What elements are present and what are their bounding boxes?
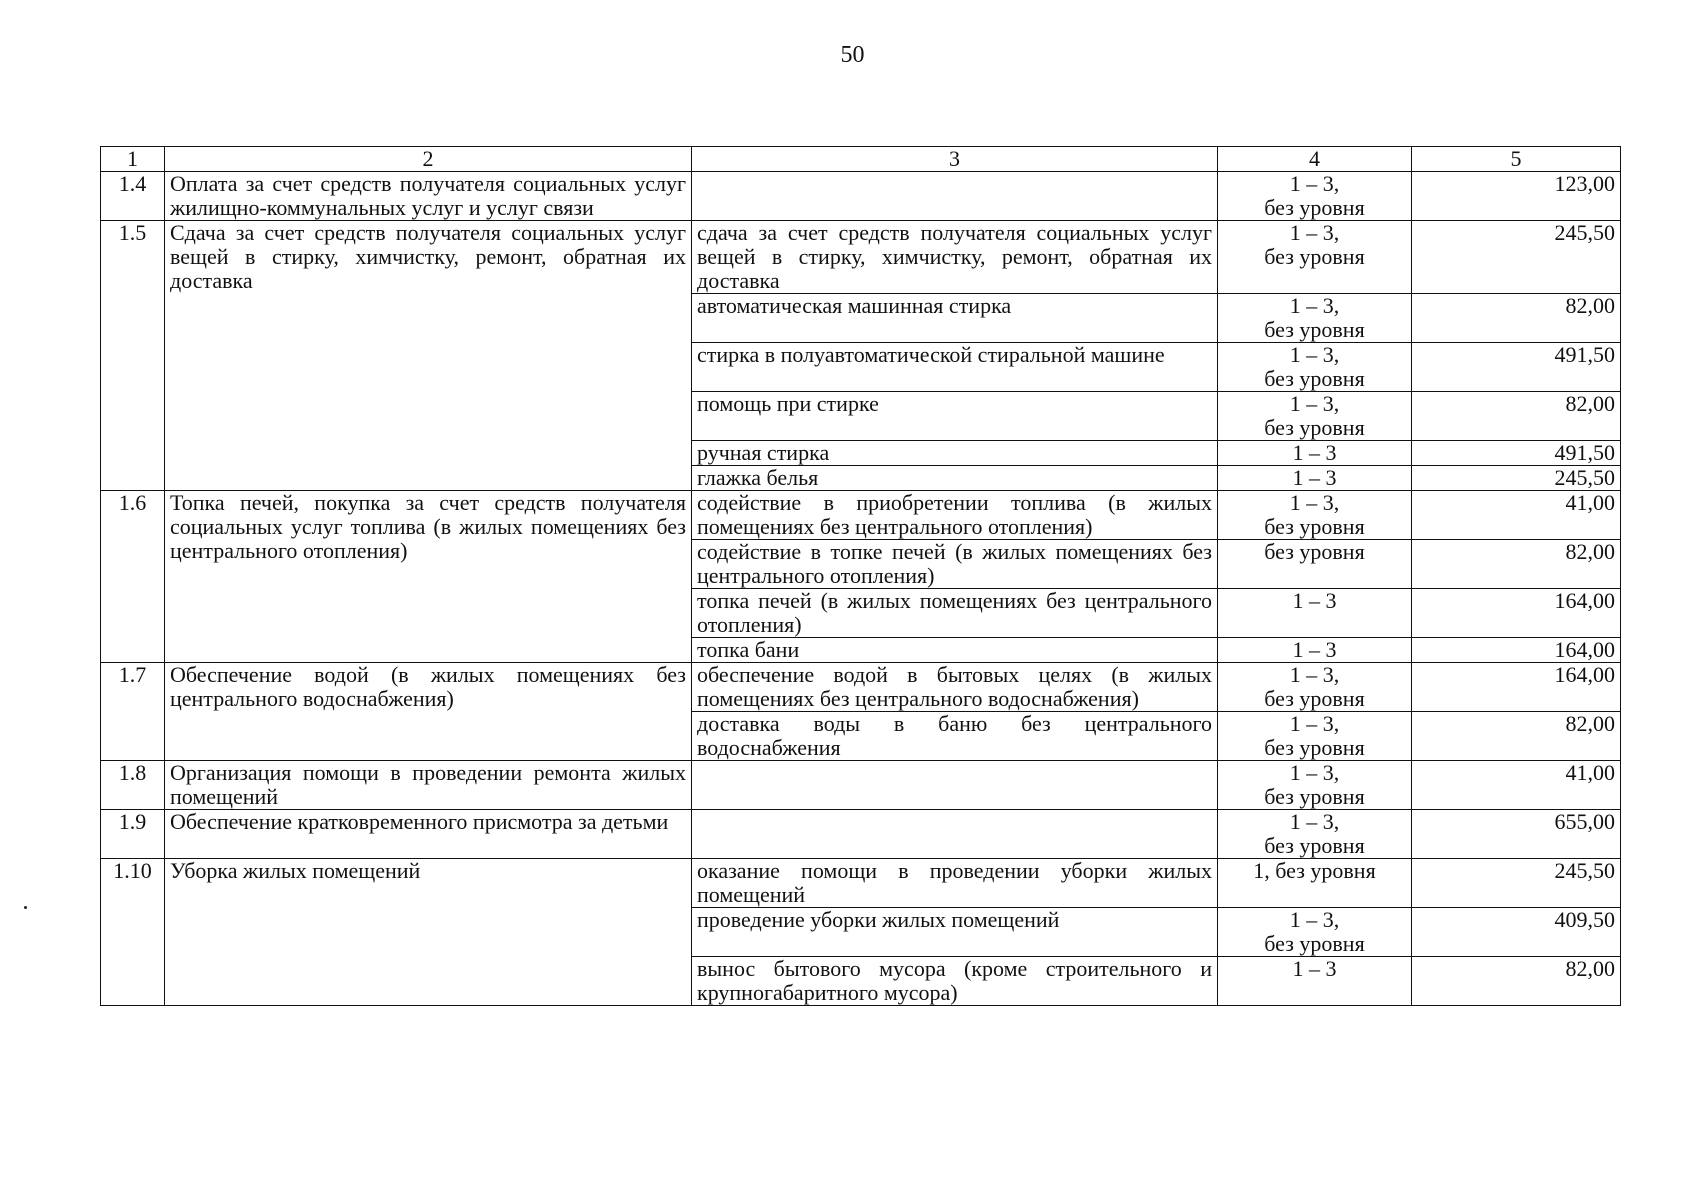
need-level-line: без уровня: [1264, 514, 1365, 539]
sub-service-name: топка печей (в жилых помещениях без центрального отопления): [692, 589, 1218, 638]
need-level: [1218, 441, 1412, 466]
need-level-line: 1 – 3: [1292, 637, 1337, 662]
row-number: 1.10: [101, 859, 165, 1006]
service-name: Оплата за счет средств получателя социальных услуг жилищно-коммунальных услуг и услуг связи: [165, 172, 692, 221]
need-level-line: 1 – 3,: [1289, 809, 1340, 834]
sub-service-name: [692, 810, 1218, 859]
tariff-price: 82,00: [1412, 712, 1621, 761]
column-header: 5: [1412, 147, 1621, 172]
page-number: 50: [840, 42, 865, 68]
sub-service-name: проведение уборки жилых помещений: [692, 908, 1218, 957]
sub-service-name: содействие в топке печей (в жилых помещениях без центрального отопления): [692, 540, 1218, 589]
need-level-line: 1 – 3,: [1289, 711, 1340, 736]
need-level-line: без уровня: [1264, 931, 1365, 956]
sub-service-name: помощь при стирке: [692, 392, 1218, 441]
tariff-price: 245,50: [1412, 221, 1621, 294]
sub-service-name: доставка воды в баню без центрального водоснабжения: [692, 712, 1218, 761]
row-number: 1.4: [101, 172, 165, 221]
sub-service-name: сдача за счет средств получателя социальных услуг вещей в стирку, химчистку, ремонт, обратная их доставка: [692, 221, 1218, 294]
sub-service-name: [692, 761, 1218, 810]
sub-service-name: топка бани: [692, 638, 1218, 663]
need-level-line: без уровня: [1264, 833, 1365, 858]
tariff-price: 82,00: [1412, 294, 1621, 343]
need-level-line: 1 – 3: [1292, 440, 1337, 465]
need-level-line: без уровня: [1264, 195, 1365, 220]
row-number: 1.7: [101, 663, 165, 761]
need-level: [1218, 343, 1412, 392]
tariff-price: 82,00: [1412, 540, 1621, 589]
need-level-line: без уровня: [1264, 539, 1365, 564]
sub-service-name: стирка в полуавтоматической стиральной машине: [692, 343, 1218, 392]
row-number: 1.6: [101, 491, 165, 663]
need-level-line: 1 – 3: [1292, 465, 1337, 490]
need-level: [1218, 957, 1412, 1006]
need-level: [1218, 761, 1412, 810]
column-header: 4: [1218, 147, 1412, 172]
need-level-line: без уровня: [1264, 366, 1365, 391]
need-level: [1218, 540, 1412, 589]
need-level: [1218, 859, 1412, 908]
tariff-price: 164,00: [1412, 638, 1621, 663]
tariff-price: 41,00: [1412, 491, 1621, 540]
need-level: [1218, 663, 1412, 712]
need-level-line: 1 – 3,: [1289, 760, 1340, 785]
service-name: Обеспечение водой (в жилых помещениях без центрального водоснабжения): [165, 663, 692, 761]
need-level-line: 1 – 3: [1292, 956, 1337, 981]
row-number: 1.9: [101, 810, 165, 859]
table-row: [101, 663, 1621, 712]
need-level: [1218, 392, 1412, 441]
sub-service-name: автоматическая машинная стирка: [692, 294, 1218, 343]
need-level-line: без уровня: [1264, 784, 1365, 809]
need-level: [1218, 712, 1412, 761]
table-header-row: [101, 147, 1621, 172]
sub-service-name: глажка белья: [692, 466, 1218, 491]
row-number: 1.5: [101, 221, 165, 491]
need-level-line: 1 – 3,: [1289, 490, 1340, 515]
sub-service-name: ручная стирка: [692, 441, 1218, 466]
sub-service-name: обеспечение водой в бытовых целях (в жилых помещениях без центрального водоснабжения): [692, 663, 1218, 712]
need-level: [1218, 466, 1412, 491]
tariff-price: 655,00: [1412, 810, 1621, 859]
tariff-price: 491,50: [1412, 343, 1621, 392]
need-level-line: 1, без уровня: [1253, 858, 1376, 883]
tariff-price: 164,00: [1412, 589, 1621, 638]
need-level: [1218, 908, 1412, 957]
column-header: 1: [101, 147, 165, 172]
need-level-line: 1 – 3,: [1289, 342, 1340, 367]
sub-service-name: содействие в приобретении топлива (в жилых помещениях без центрального отопления): [692, 491, 1218, 540]
table-row: [101, 491, 1621, 540]
sub-service-name: оказание помощи в проведении уборки жилых помещений: [692, 859, 1218, 908]
need-level-line: без уровня: [1264, 735, 1365, 760]
tariff-price: 123,00: [1412, 172, 1621, 221]
need-level-line: 1 – 3,: [1289, 662, 1340, 687]
table-row: [101, 221, 1621, 294]
service-name: Топка печей, покупка за счет средств получателя социальных услуг топлива (в жилых помещениях без центрального отопления): [165, 491, 692, 663]
services-table: [100, 146, 1621, 1006]
need-level-line: 1 – 3,: [1289, 220, 1340, 245]
need-level-line: 1 – 3,: [1289, 391, 1340, 416]
tariff-price: 82,00: [1412, 392, 1621, 441]
need-level-line: без уровня: [1264, 686, 1365, 711]
need-level-line: 1 – 3,: [1289, 907, 1340, 932]
need-level-line: 1 – 3,: [1289, 171, 1340, 196]
need-level: [1218, 589, 1412, 638]
tariff-price: 41,00: [1412, 761, 1621, 810]
need-level: [1218, 221, 1412, 294]
tariff-price: 245,50: [1412, 466, 1621, 491]
need-level: [1218, 294, 1412, 343]
need-level: [1218, 810, 1412, 859]
need-level: [1218, 491, 1412, 540]
tariff-price: 82,00: [1412, 957, 1621, 1006]
need-level-line: 1 – 3,: [1289, 293, 1340, 318]
service-name: Организация помощи в проведении ремонта жилых помещений: [165, 761, 692, 810]
scan-speck: [24, 906, 27, 909]
column-header: 2: [165, 147, 692, 172]
sub-service-name: [692, 172, 1218, 221]
tariff-price: 245,50: [1412, 859, 1621, 908]
sub-service-name: вынос бытового мусора (кроме строительного и крупногабаритного мусора): [692, 957, 1218, 1006]
need-level-line: без уровня: [1264, 415, 1365, 440]
tariff-price: 409,50: [1412, 908, 1621, 957]
table-row: [101, 172, 1621, 221]
service-name: Уборка жилых помещений: [165, 859, 692, 1006]
row-number: 1.8: [101, 761, 165, 810]
need-level-line: без уровня: [1264, 317, 1365, 342]
tariff-price: 491,50: [1412, 441, 1621, 466]
service-name: Сдача за счет средств получателя социальных услуг вещей в стирку, химчистку, ремонт, обратная их доставка: [165, 221, 692, 491]
tariff-price: 164,00: [1412, 663, 1621, 712]
table-row: [101, 761, 1621, 810]
need-level: [1218, 172, 1412, 221]
need-level: [1218, 638, 1412, 663]
table-row: [101, 810, 1621, 859]
need-level-line: 1 – 3: [1292, 588, 1337, 613]
column-header: 3: [692, 147, 1218, 172]
service-name: Обеспечение кратковременного присмотра за детьми: [165, 810, 692, 859]
table-body: [101, 172, 1621, 1006]
need-level-line: без уровня: [1264, 244, 1365, 269]
table-row: [101, 859, 1621, 908]
